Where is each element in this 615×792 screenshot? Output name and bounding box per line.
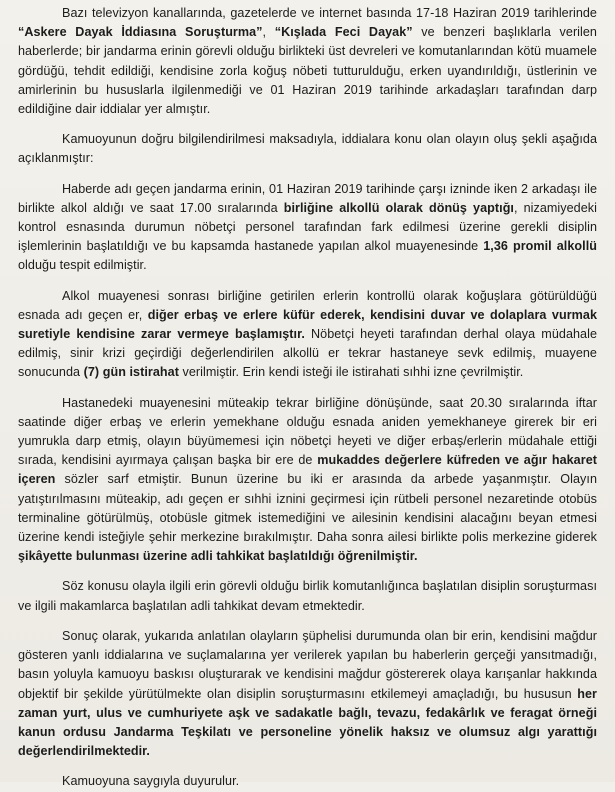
bold-text: diğer erbaş ve erlere küfür ederek, kendisini duvar ve dolaplara vurmak suretiyle kendisine zarar vermeye başlamıştır. xyxy=(18,307,597,342)
text: Haberde adı geçen jandarma erinin, 01 Haziran 2019 tarihinde çarşı izninde iken 2 arkadaşı ile birlikte alkol aldığı ve saat 17.00 sıralarında xyxy=(18,181,597,215)
text: olduğu tespit edilmiştir. xyxy=(18,258,147,273)
paragraph-alcohol-return xyxy=(18,180,597,276)
text: Bazı televizyon kanallarında, gazetelerde ve internet basında 17-18 Haziran 2019 tarihlerinde xyxy=(62,6,597,20)
paragraph-purpose xyxy=(18,130,597,168)
bold-text: mukaddes değerlere küfreden ve ağır hakaret içeren xyxy=(18,453,597,487)
text: ve benzeri başlıklarla verilen haberlerde; bir jandarma erinin görevli olduğu birlikteki üst devreleri ve komutanlarından kötü muamele gördüğü, tehdit edildiği, kendisine zorla koğuş nöbeti tutturulduğu, erken uyandırıldığı, üstlerinin ve amirlerinin bu hususlarla ilgilenmediği ve 01 Haziran 2019 tarihinde arkadaşları tarafından darp edildiğine dair iddialar yer almıştır. xyxy=(18,25,597,117)
text: Kamuoyuna saygıyla duyurulur. xyxy=(62,774,240,789)
bold-text: her zaman yurt, ulus ve cumhuriyete aşk ve sadakatle bağlı, tevazu, fedakârlık ve feragat örneği kanun ordusu Jandarma Teşkilatı ve personeline yönelik haksız ve olumsuz algı yarattığı değerlendirilmektedir. xyxy=(18,686,597,759)
headline-quote-1: “Askere Dayak İddiasına Soruşturma” xyxy=(18,25,263,40)
text: Kamuoyunun doğru bilgilendirilmesi maksadıyla, iddialara konu olan olayın oluş şekli aşağıda açıklanmıştır: xyxy=(18,132,597,166)
text: Alkol muayenesi sonrası birliğine getirilen erlerin kontrollü olarak koğuşlara götürüldüğü esnada adı geçen er, xyxy=(18,288,597,322)
paragraph-dormitory-incident xyxy=(18,287,597,383)
headline-quote-2: “Kışlada Feci Dayak” xyxy=(274,25,413,40)
text: Sonuç olarak, yukarıda anlatılan olayların şüphelisi durumunda olan bir erin, kendisini mağdur gösteren yanlı iddialarına ve suçlamalarına yer verilerek yapılan bu haberlerin gerçeği yansıtmadığı, basın yoluyla kamuoyu baskısı oluşturarak ve kendisini mağdur göstererek olaya karışanlar hakkında objektif bir şekilde yürütülmekte olan disiplin soruşturmasını etkilemeyi amaçladığı, bu hususun xyxy=(18,628,597,701)
text: Hastanedeki muayenesini müteakip tekrar birliğine dönüşünde, saat 20.30 sıralarında iftar saatinde diğer erbaş ve erlerin yemekhane olduğu esnada aniden yemekhaneye girerek bir eri yumrukla darp etmiş, olayın büyümemesi için nöbetçi heyeti ve diğer erbaş/erlerin müdahale ettiği sırada, kendisini ayırmaya çalışan başka bir ere de xyxy=(18,395,597,468)
paragraph-investigation xyxy=(18,577,597,615)
paragraph-mess-hall-incident xyxy=(18,394,597,567)
paragraph-conclusion xyxy=(18,627,597,761)
bold-text: şikâyette bulunması üzerine adli tahkikat başlatıldığı öğrenilmiştir. xyxy=(18,549,418,564)
text: , nizamiyedeki kontrol esnasında durumun nöbetçi personel tarafından fark edilmesi üzerine gerekli disiplin işlemlerinin başlatıldığı ve bu kapsamda hastanede yapılan alkol muayenesinde xyxy=(18,200,597,254)
text: , xyxy=(262,25,275,40)
paragraph-news-summary xyxy=(18,4,597,119)
text: Nöbetçi heyeti tarafından derhal olaya müdahale edilmiş, sinir krizi geçirdiği değerlendirilen alkollü er tekrar hastaneye sevk edilmiş, muayene sonucunda xyxy=(18,327,598,380)
bold-text: 1,36 promil alkollü xyxy=(483,239,597,254)
bold-text: (7) gün istirahat xyxy=(83,365,179,380)
text: verilmiştir. Erin kendi isteği ile istirahati sıhhi izne çevrilmiştir. xyxy=(178,365,524,380)
text: Söz konusu olayla ilgili erin görevli olduğu birlik komutanlığınca başlatılan disiplin soruşturması ve ilgili makamlarca başlatılan adli tahkikat devam etmektedir. xyxy=(18,579,597,613)
bold-text: birliğine alkollü olarak dönüş yaptığı xyxy=(283,200,514,215)
text: sözler sarf etmiştir. Bunun üzerine bu iki er arasında da arbede yaşanmıştır. Olayın yatıştırılmasını müteakip, adı geçen er sıhhi iznini geçirmesi için rütbeli personel nezaretinde otobüs terminaline götürülmüş, otobüsle gitmek istemediğini ve ailesinin kendisini alacağını beyan etmesi üzerine kendi isteğiyle şehir merkezine bırakılmıştır. Daha sonra ailesi birlikte polis merkezine giderek xyxy=(18,472,597,545)
